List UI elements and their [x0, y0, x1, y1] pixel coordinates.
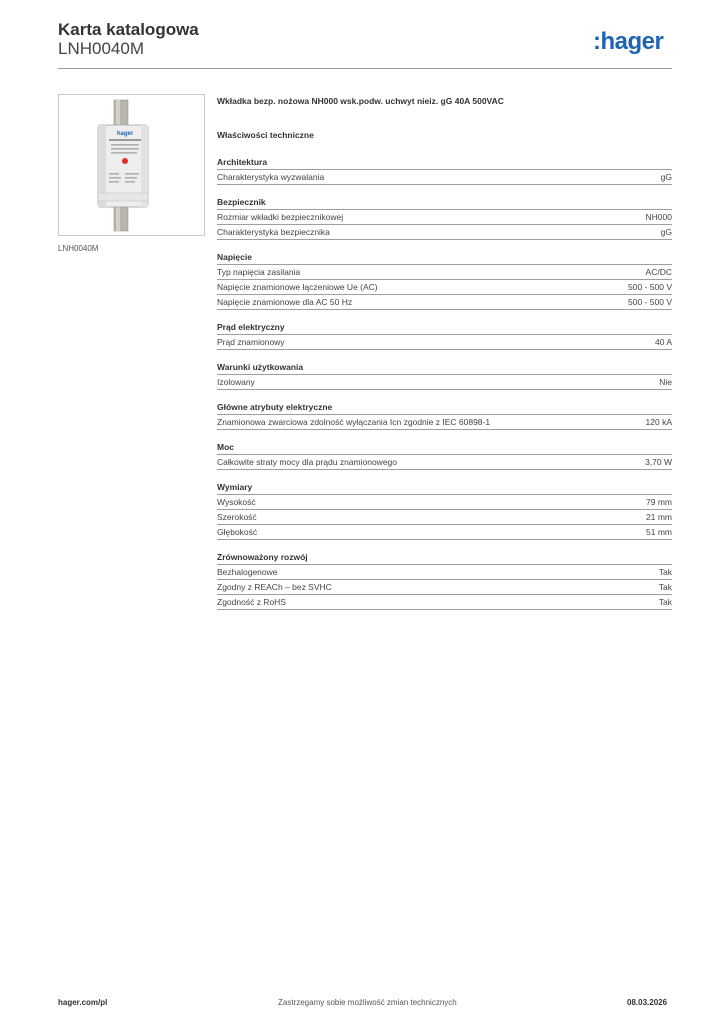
spec-value: 120 kA	[645, 417, 672, 427]
fuse-illustration	[59, 95, 204, 235]
section-title: Bezpiecznik	[217, 197, 266, 207]
fuse-brand-label: hager	[116, 131, 134, 137]
spec-value: 40 A	[654, 337, 672, 347]
product-image	[58, 94, 205, 236]
spec-rows	[217, 414, 672, 430]
spec-value: NH000	[645, 212, 672, 222]
spec-value: 21 mm	[646, 512, 672, 522]
spec-section	[217, 361, 672, 390]
image-caption: LNH0040M	[58, 244, 99, 253]
spec-row	[217, 294, 672, 310]
spec-label: Zgodny z REACh – bez SVHC	[217, 582, 332, 592]
product-description: Wkładka bezp. nożowa NH000 wsk.podw. uchwyt nieiz. gG 40A 500VAC	[217, 96, 504, 106]
spec-row	[217, 494, 672, 509]
spec-row	[217, 509, 672, 524]
spec-rows	[217, 454, 672, 470]
spec-section	[217, 441, 672, 470]
spec-row	[217, 334, 672, 350]
spec-row	[217, 524, 672, 540]
spec-value: 51 mm	[646, 527, 672, 537]
spec-rows	[217, 494, 672, 540]
spec-label: Charakterystyka bezpiecznika	[217, 227, 330, 237]
spec-section	[217, 196, 672, 240]
spec-label: Bezhalogenowe	[217, 567, 278, 577]
spec-label: Napięcie znamionowe łączeniowe Ue (AC)	[217, 282, 378, 292]
spec-rows	[217, 209, 672, 240]
spec-row	[217, 579, 672, 594]
spec-section	[217, 321, 672, 350]
spec-row	[217, 564, 672, 579]
spec-value: 500 - 500 V	[628, 297, 672, 307]
spec-label: Typ napięcia zasilania	[217, 267, 301, 277]
footer-date: 08.03.2026	[627, 998, 668, 1007]
spec-section	[217, 401, 672, 430]
section-title: Zrównoważony rozwój	[217, 552, 308, 562]
spec-value: 500 - 500 V	[628, 282, 672, 292]
spec-rows	[217, 334, 672, 350]
footer-disclaimer: Zastrzegamy sobie możliwość zmian technicznych	[278, 998, 457, 1007]
spec-value: Tak	[658, 597, 672, 607]
spec-value: Tak	[658, 582, 672, 592]
spec-rows	[217, 264, 672, 310]
spec-rows	[217, 564, 672, 610]
spec-value: AC/DC	[645, 267, 672, 277]
spec-section	[217, 551, 672, 610]
spec-value: Tak	[658, 567, 672, 577]
section-title: Prąd elektryczny	[217, 322, 285, 332]
spec-rows	[217, 374, 672, 390]
spec-value: 3,70 W	[645, 457, 672, 467]
spec-value: 79 mm	[646, 497, 672, 507]
section-title: Architektura	[217, 157, 268, 167]
spec-row	[217, 374, 672, 390]
spec-rows	[217, 169, 672, 185]
section-title: Wymiary	[217, 482, 253, 492]
header-divider	[58, 68, 672, 69]
spec-label: Izolowany	[217, 377, 255, 387]
spec-section	[217, 481, 672, 540]
spec-label: Całkowite straty mocy dla prądu znamionowego	[217, 457, 398, 467]
spec-label: Szerokość	[217, 512, 257, 522]
technical-properties-title: Właściwości techniczne	[217, 130, 314, 140]
spec-sections	[217, 156, 672, 610]
section-title: Moc	[217, 442, 234, 452]
spec-row	[217, 209, 672, 224]
spec-value: gG	[660, 227, 672, 237]
spec-label: Rozmiar wkładki bezpiecznikowej	[217, 212, 344, 222]
spec-label: Napięcie znamionowe dla AC 50 Hz	[217, 297, 353, 307]
spec-row	[217, 454, 672, 470]
spec-label: Charakterystyka wyzwalania	[217, 172, 325, 182]
spec-label: Głębokość	[217, 527, 258, 537]
indicator-dot	[122, 158, 128, 164]
spec-label: Zgodność z RoHS	[217, 597, 286, 607]
spec-row	[217, 279, 672, 294]
hager-logo[interactable]: :hager	[593, 28, 664, 55]
section-title: Napięcie	[217, 252, 252, 262]
section-title: Warunki użytkowania	[217, 362, 304, 372]
spec-label: Znamionowa zwarciowa zdolność wyłączania Icn zgodnie z IEC 60898-1	[217, 417, 491, 427]
product-code: LNH0040M	[58, 39, 144, 58]
spec-row	[217, 264, 672, 279]
header-title: Karta katalogowa	[58, 20, 199, 39]
section-title: Główne atrybuty elektryczne	[217, 402, 333, 412]
spec-section	[217, 251, 672, 310]
spec-label: Prąd znamionowy	[217, 337, 285, 347]
spec-row	[217, 169, 672, 185]
spec-row	[217, 414, 672, 430]
spec-value: Nie	[659, 377, 672, 387]
spec-row	[217, 594, 672, 610]
spec-row	[217, 224, 672, 240]
footer-website[interactable]: hager.com/pl	[58, 998, 108, 1007]
content-column	[217, 96, 672, 621]
spec-section	[217, 156, 672, 185]
spec-label: Wysokość	[217, 497, 256, 507]
spec-value: gG	[660, 172, 672, 182]
